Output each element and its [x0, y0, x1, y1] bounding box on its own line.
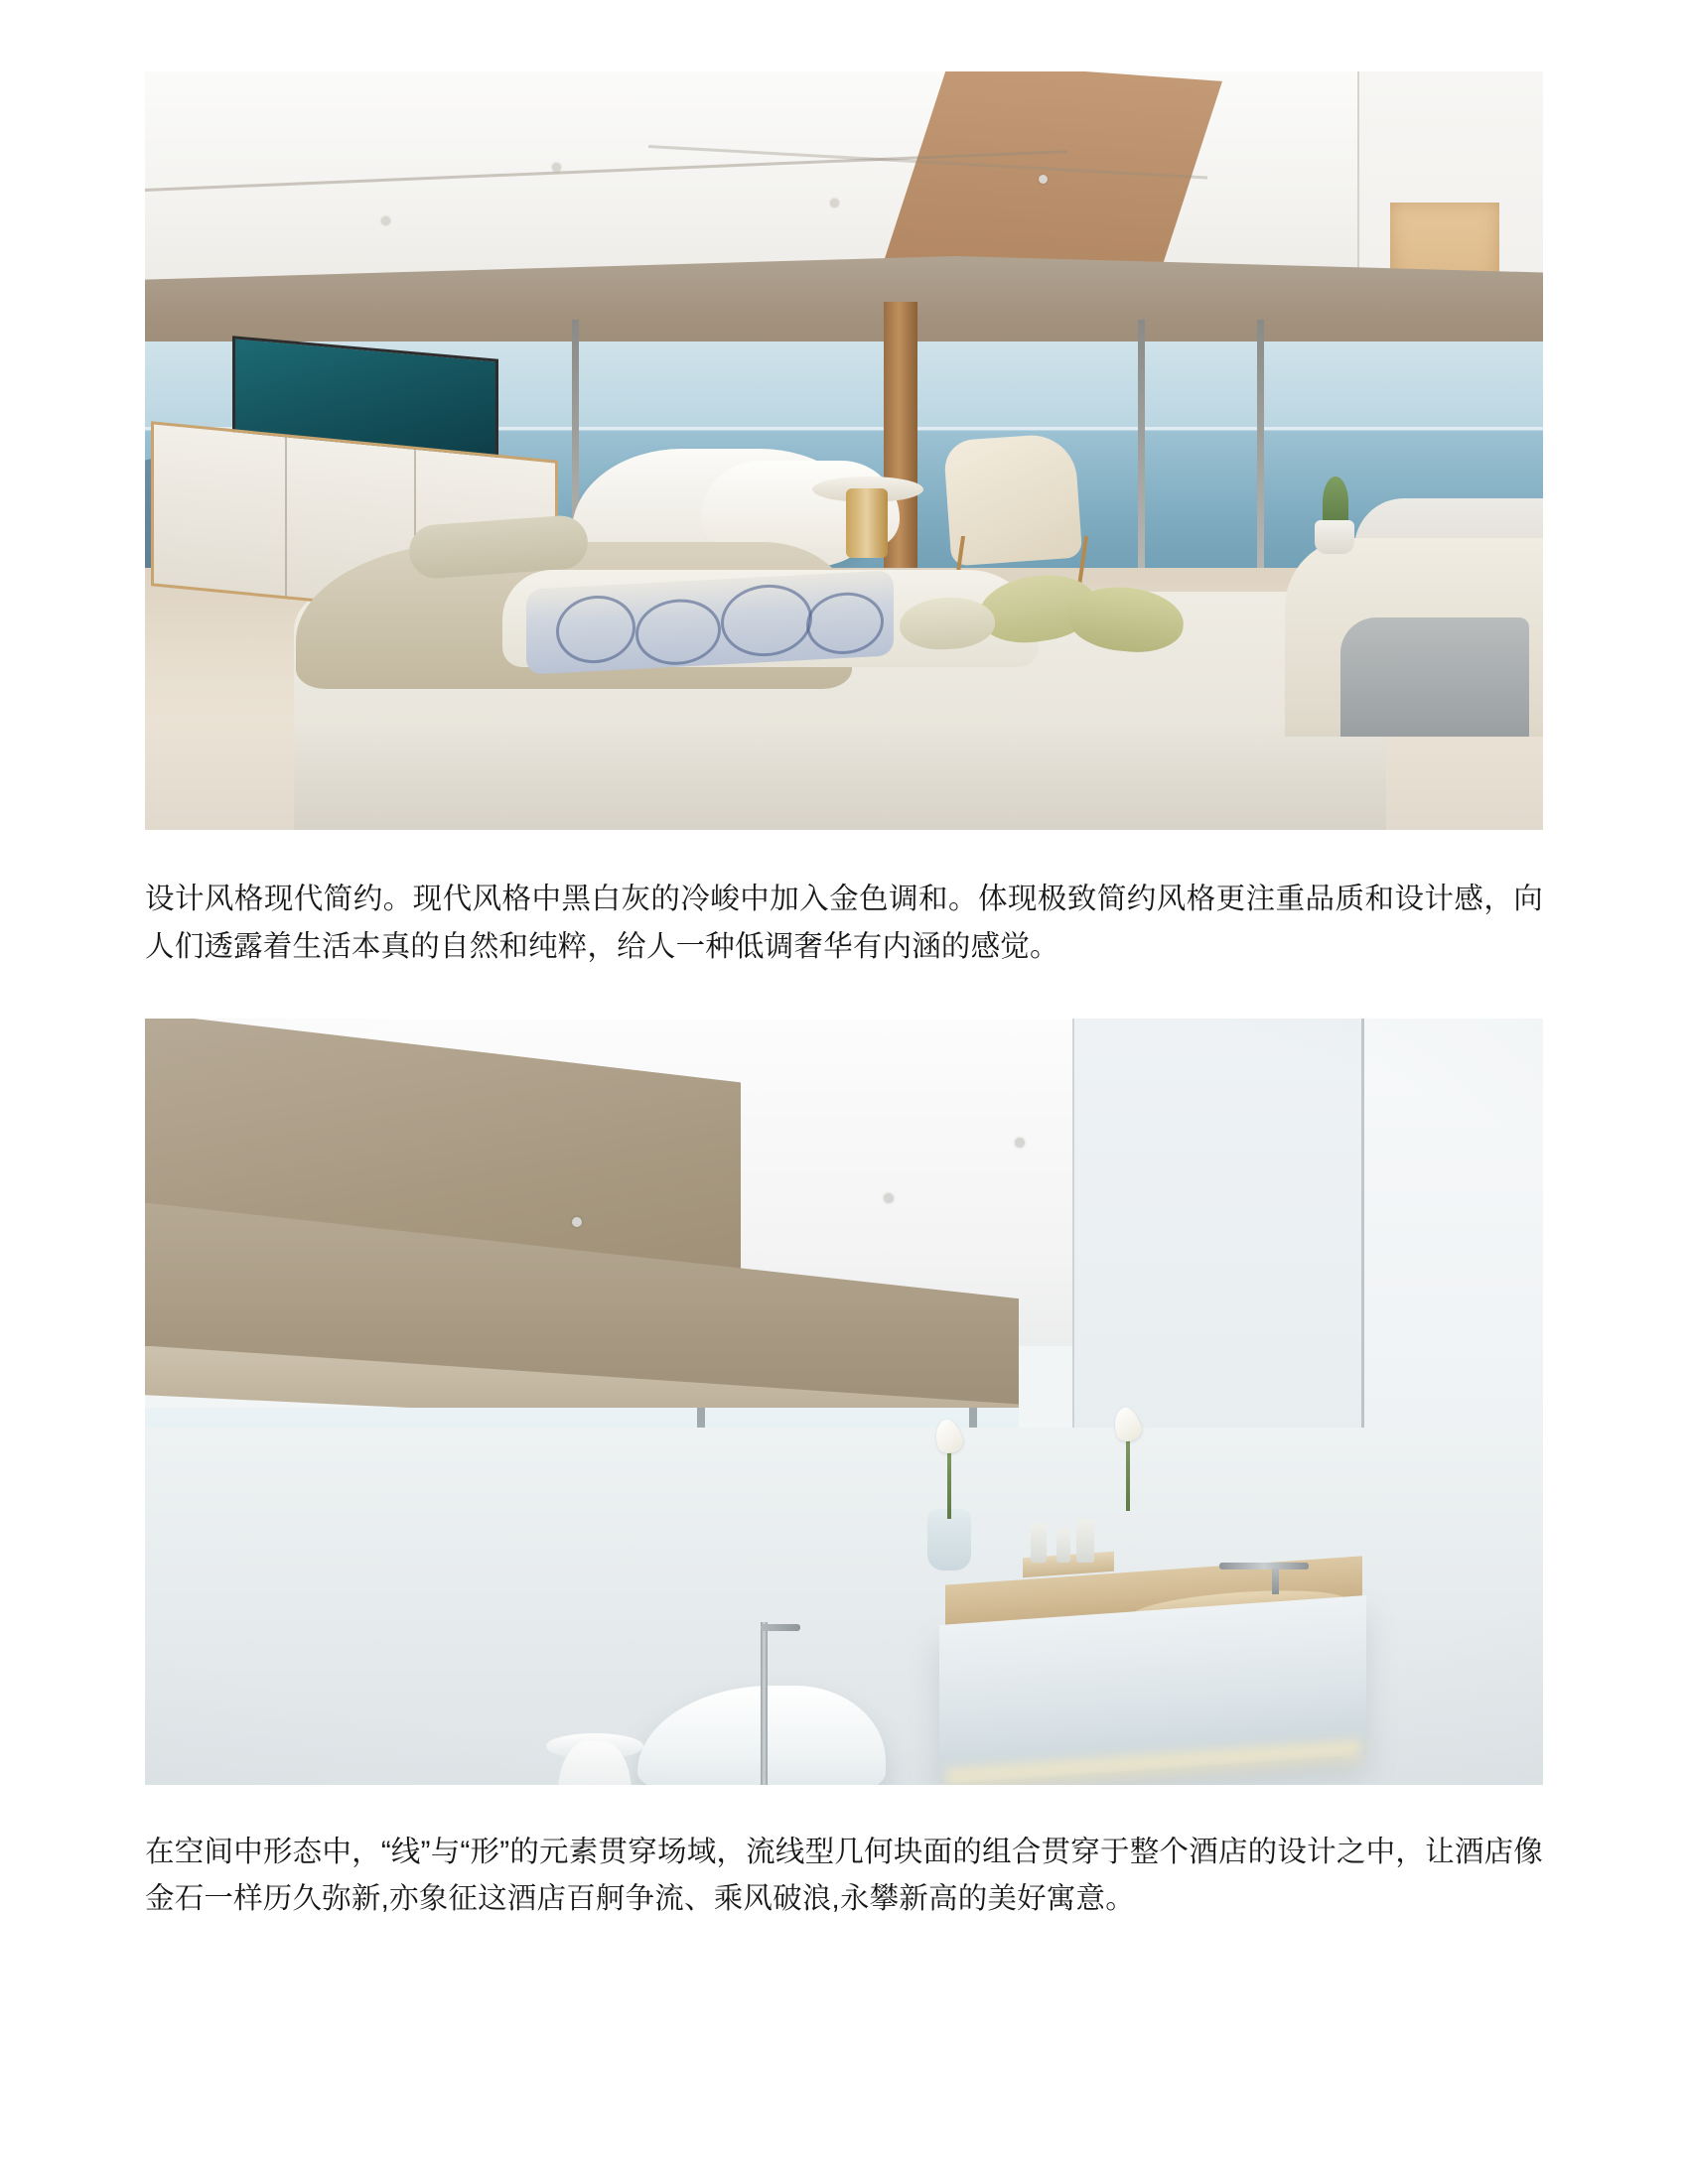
- figure-living-room: [145, 71, 1543, 830]
- coffee-table-base: [846, 488, 888, 558]
- grey-throw-blanket: [1340, 617, 1529, 737]
- planter-pot: [1315, 520, 1354, 554]
- bed-corner: [1285, 538, 1543, 737]
- downlight-icon: [552, 163, 561, 172]
- figure-caption-bathroom: 在空间中形态中，“线”与“形”的元素贯穿场域，流线型几何块面的组合贯穿于整个酒店的设计之中，让酒店像金石一样历久弥新,亦象征这酒店百舸争流、乘风破浪,永攀新高的美好寓意。: [145, 1835, 1543, 1916]
- figure-caption-living-room: 设计风格现代简约。现代风格中黑白灰的冷峻中加入金色调和。体现极致简约风格更注重品质和设计感，向人们透露着生活本真的自然和纯粹，给人一种低调奢华有内涵的感觉。: [145, 883, 1543, 963]
- bathroom-illustration: [145, 1019, 1543, 1785]
- image-vignette: [145, 1019, 1543, 1785]
- window-wood-column: [884, 302, 917, 600]
- downlight-icon: [830, 199, 839, 207]
- figure-bathroom: [145, 1019, 1543, 1785]
- window-mullion: [1138, 320, 1145, 608]
- downlight-icon: [381, 216, 390, 225]
- window-mullion: [1257, 320, 1264, 608]
- living-room-illustration: [145, 71, 1543, 830]
- floor-shadow: [145, 721, 1543, 830]
- downlight-icon: [1039, 175, 1048, 184]
